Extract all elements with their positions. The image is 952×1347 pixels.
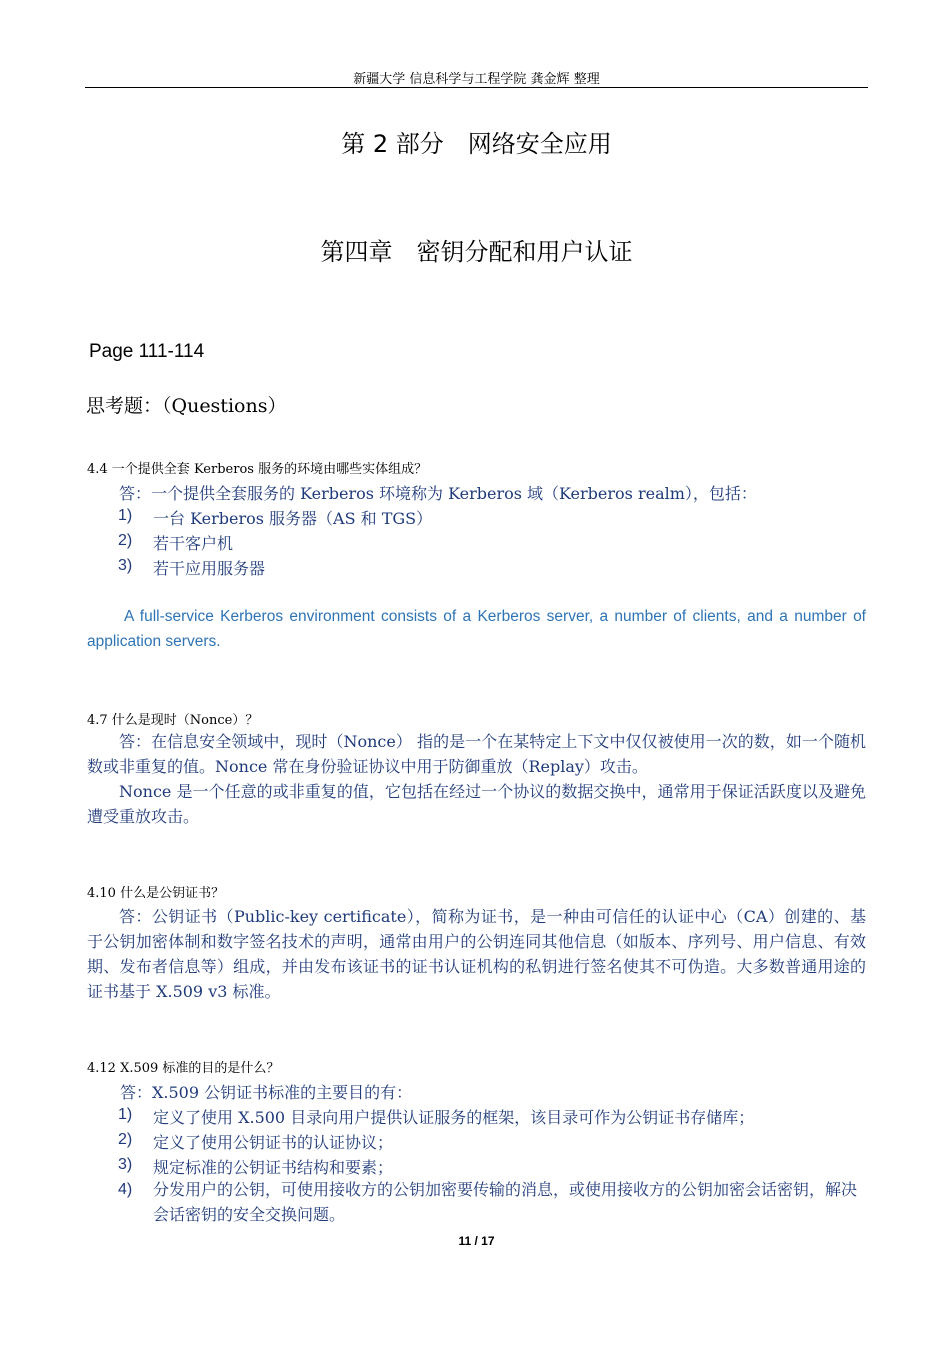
item-text: 一台 Kerberos 服务器（AS 和 TGS） bbox=[153, 509, 433, 528]
item-number: 4) bbox=[118, 1181, 133, 1198]
item-number: 3) bbox=[118, 1156, 133, 1173]
item-number: 3) bbox=[118, 557, 133, 574]
answer-4-12: 答：X.509 公钥证书标准的主要目的有： bbox=[120, 1083, 413, 1102]
english-answer-4-4: A full-service Kerberos environment consists of a Kerberos server, a number of clients, and a number of application servers. bbox=[87, 608, 866, 650]
page-range: Page 111-114 bbox=[89, 341, 205, 362]
item-text: 若干应用服务器 bbox=[153, 559, 266, 578]
answer-4-4: 答：一个提供全套服务的 Kerberos 环境称为 Kerberos 域（Kerberos realm），包括： bbox=[119, 484, 757, 503]
item-text: 定义了使用 X.500 目录向用户提供认证服务的框架，该目录可作为公钥证书存储库； bbox=[153, 1108, 755, 1127]
answer-4-7-para2: Nonce 是一个任意的或非重复的值，它包括在经过一个协议的数据交换中，通常用于保证活跃度以及避免遭受重放攻击。 bbox=[87, 782, 866, 826]
question-4-12: 4.12 X.509 标准的目的是什么？ bbox=[87, 1061, 280, 1076]
item-text: 若干客户机 bbox=[153, 534, 234, 553]
item-number: 2) bbox=[118, 1131, 133, 1148]
item-text: 定义了使用公钥证书的认证协议； bbox=[153, 1133, 394, 1152]
item-text: 分发用户的公钥，可使用接收方的公钥加密要传输的消息，或使用接收方的公钥加密会话密钥，解决会话密钥的安全交换问题。 bbox=[153, 1180, 858, 1224]
question-4-7: 4.7 什么是现时（Nonce）？ bbox=[87, 713, 259, 728]
chapter-title: 第四章 密钥分配和用户认证 bbox=[320, 238, 633, 266]
question-4-10: 4.10 什么是公钥证书？ bbox=[87, 886, 225, 901]
questions-heading: 思考题：（Questions） bbox=[86, 395, 287, 417]
item-text: 规定标准的公钥证书结构和要素； bbox=[153, 1158, 394, 1177]
part-title: 第 2 部分 网络安全应用 bbox=[341, 130, 612, 158]
header-rule bbox=[85, 87, 868, 88]
answer-4-7-para1: 答：在信息安全领域中，现时（Nonce） 指的是一个在某特定上下文中仅仅被使用一次的数，如一个随机数或非重复的值。Nonce 常在身份验证协议中用于防御重放（Replay）攻击。 bbox=[87, 732, 866, 776]
answer-4-10: 答：公钥证书（Public-key certificate），简称为证书，是一种由可信任的认证中心（CA）创建的、基于公钥加密体制和数字签名技术的声明，通常由用户的公钥连同其他信息（如版本、序列号、用户信息、有效期、发布者信息等）组成，并由发布该证书的证书认证机构的私钥进行签名使其不可伪造。大多数普通用途的证书基于 X.509 v3 标准。 bbox=[87, 907, 866, 1001]
page-indicator: 11 / 17 bbox=[458, 1234, 495, 1248]
item-number: 1) bbox=[118, 1106, 133, 1123]
page-header: 新疆大学 信息科学与工程学院 龚金辉 整理 bbox=[353, 72, 600, 87]
item-number: 2) bbox=[118, 532, 133, 549]
item-number: 1) bbox=[118, 507, 133, 524]
question-4-4: 4.4 一个提供全套 Kerberos 服务的环境由哪些实体组成？ bbox=[87, 462, 428, 477]
